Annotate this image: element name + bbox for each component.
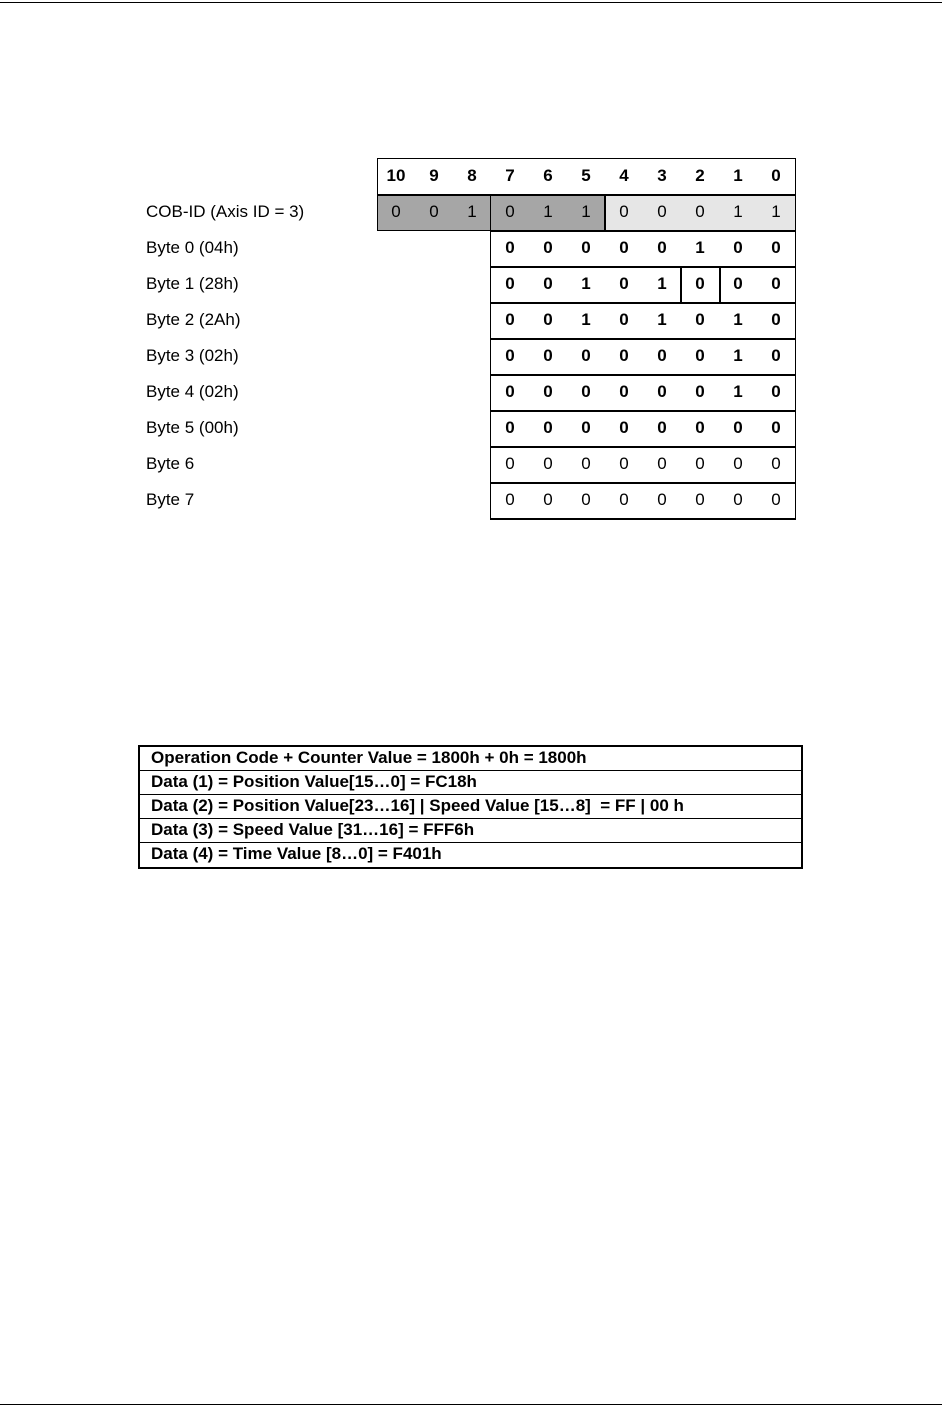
byte-bit: 1 [695,238,705,257]
byte-bit: 0 [695,346,705,365]
byte-row-divider [490,446,796,448]
cob-id-label: COB-ID (Axis ID = 3) [146,202,305,221]
byte-bit: 0 [619,490,629,509]
byte-bit: 0 [619,418,629,437]
byte-bit: 0 [581,346,591,365]
cob-id-bit: 0 [695,202,705,221]
byte-bit: 0 [543,238,553,257]
byte1-separator-right [719,266,721,302]
byte-row-divider [490,482,796,484]
cob-id-bit: 0 [619,202,629,221]
byte-bit: 0 [695,490,705,509]
bit-header-6: 6 [543,166,553,185]
byte-bit: 0 [581,382,591,401]
byte-row-label: Byte 7 [146,490,195,509]
byte-bit: 0 [543,490,553,509]
byte1-separator-left [680,266,682,302]
byte-bit: 0 [505,274,515,293]
byte-row-label: Byte 2 (2Ah) [146,310,241,329]
byte-bit: 0 [771,490,781,509]
byte-bit: 0 [505,454,515,473]
byte-bit: 0 [619,382,629,401]
byte-bit: 0 [581,490,591,509]
byte-bit: 1 [581,274,591,293]
byte-bit: 0 [733,274,743,293]
byte-bit: 1 [581,310,591,329]
byte-bit: 0 [543,454,553,473]
byte-bit: 0 [771,346,781,365]
bit-header-9: 9 [429,166,439,185]
byte-bit: 0 [657,382,667,401]
byte-top-divider [490,230,796,232]
byte-frame [490,194,796,519]
byte-bit: 0 [771,310,781,329]
formula-table [138,745,803,869]
byte-row-divider [490,518,796,520]
byte-bit: 0 [657,238,667,257]
byte-bit: 0 [505,490,515,509]
bit-header-2: 2 [695,166,705,185]
cob-id-bit: 1 [581,202,591,221]
byte-bit: 0 [619,238,629,257]
byte-row-divider [490,338,796,340]
byte-bit: 0 [619,454,629,473]
byte-bit: 0 [771,274,781,293]
byte-bit: 0 [771,382,781,401]
byte-bit: 0 [543,382,553,401]
bit-header-7: 7 [505,166,515,185]
byte-bit: 1 [657,310,667,329]
byte-bit: 0 [505,382,515,401]
byte-bit: 0 [505,238,515,257]
byte-bit: 0 [657,454,667,473]
byte-row-divider [490,410,796,412]
formula-row-data-3: Data (3) = Speed Value [31…16] = FFF6h [140,819,801,843]
byte-bit: 0 [619,346,629,365]
byte-bit: 1 [733,382,743,401]
cob-id-bit: 0 [429,202,439,221]
byte-bit: 0 [505,346,515,365]
bit-header-4: 4 [619,166,629,185]
byte-bit: 0 [695,418,705,437]
cob-id-bit: 0 [505,202,515,221]
cob-id-bit: 0 [657,202,667,221]
byte-bit: 0 [733,418,743,437]
formula-row-opcode: Operation Code + Counter Value = 1800h + 0h = 1800h [140,747,801,771]
bit-header-3: 3 [657,166,667,185]
byte-row-label: Byte 0 (04h) [146,238,239,257]
byte-bit: 0 [695,310,705,329]
byte-bit: 0 [543,274,553,293]
byte-bit: 0 [771,418,781,437]
byte-row-divider [490,266,796,268]
byte-row-label: Byte 5 (00h) [146,418,239,437]
bit-header-10: 10 [386,166,406,185]
bit-header-8: 8 [467,166,477,185]
byte-row-label: Byte 1 (28h) [146,274,239,293]
page-bottom-rule [0,1404,942,1405]
byte-bit: 0 [543,310,553,329]
byte-bit: 0 [695,382,705,401]
bit-header-5: 5 [581,166,591,185]
bit-header-1: 1 [733,166,743,185]
cob-id-bit: 0 [391,202,401,221]
byte-bit: 0 [657,346,667,365]
byte-bit: 0 [695,274,705,293]
byte-bit: 0 [619,310,629,329]
byte-row-divider [490,302,796,304]
byte-row-label: Byte 3 (02h) [146,346,239,365]
cob-id-bit: 1 [733,202,743,221]
bit-header-0: 0 [771,166,781,185]
byte-bit: 1 [733,346,743,365]
byte-bit: 1 [657,274,667,293]
byte-bit: 0 [657,490,667,509]
byte-bit: 0 [657,418,667,437]
byte-row-label: Byte 4 (02h) [146,382,239,401]
byte-row-label: Byte 6 [146,454,195,473]
byte-bit: 1 [733,310,743,329]
byte-bit: 0 [695,454,705,473]
formula-row-data-4: Data (4) = Time Value [8…0] = F401h [151,844,442,863]
byte-bit: 0 [581,418,591,437]
cob-id-bit: 1 [543,202,553,221]
byte-bit: 0 [619,274,629,293]
byte-row-divider [490,374,796,376]
formula-row-data-1: Data (1) = Position Value[15…0] = FC18h [140,771,801,795]
byte-bit: 0 [505,418,515,437]
byte-bit: 0 [733,454,743,473]
cob-id-bit: 1 [771,202,781,221]
cob-id-bit: 1 [467,202,477,221]
byte-bit: 0 [543,418,553,437]
formula-row-data-2: Data (2) = Position Value[23…16] | Speed Value [15…8] = FF | 00 h [140,795,801,819]
byte-bit: 0 [581,454,591,473]
byte-bit: 0 [733,238,743,257]
byte-bit: 0 [771,454,781,473]
byte-bit: 0 [733,490,743,509]
byte-bit: 0 [543,346,553,365]
byte-bit: 0 [771,238,781,257]
byte-bit: 0 [505,310,515,329]
bit-layout-diagram [0,0,942,560]
byte-bit: 0 [581,238,591,257]
